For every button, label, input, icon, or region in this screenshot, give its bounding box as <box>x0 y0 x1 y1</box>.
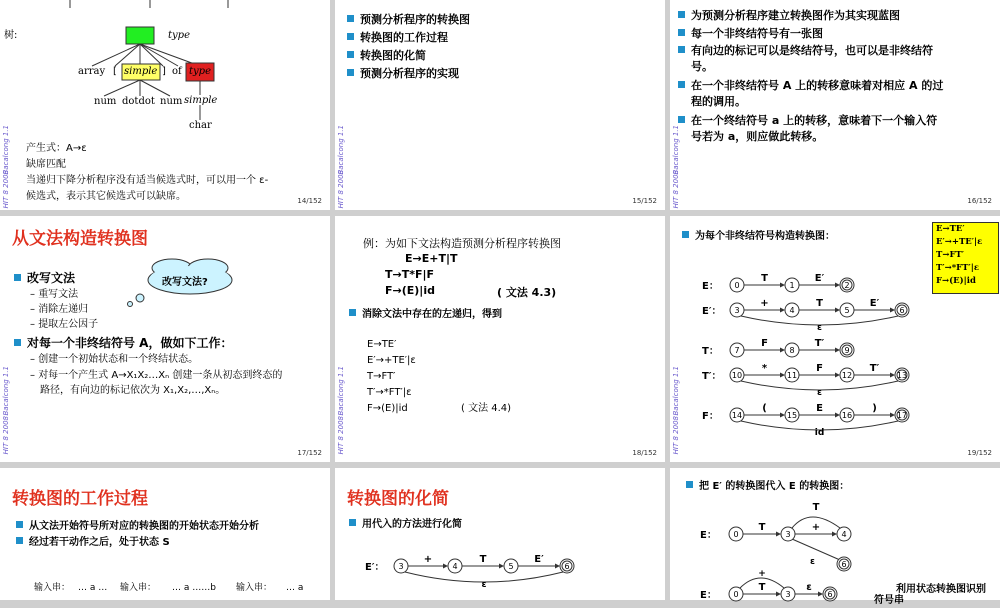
slide-title: 转换图的工作过程 <box>12 489 148 509</box>
state-label: 8 <box>789 346 795 355</box>
page-number: 15/152 <box>632 197 657 205</box>
edge-label: T′ <box>814 338 825 349</box>
sub-item-continuation: 路径，有向边的标记依次为 X₁,X₂,…,Xₙ。 <box>40 385 226 396</box>
bullet-item: 为预测分析程序建立转换图作为其实现蓝图 <box>678 8 900 24</box>
page-number: 19/152 <box>967 449 992 457</box>
input-string: … a … <box>78 583 108 593</box>
edge-label: id <box>814 428 825 438</box>
edge-label: ε <box>806 582 812 593</box>
grammar-line: E′→+TE′|ε <box>367 355 416 366</box>
nonterminal-label: T′： <box>702 371 722 382</box>
state-label: 10 <box>731 371 743 380</box>
edge-label: + <box>423 554 433 565</box>
arrow-head <box>776 592 781 597</box>
arrow-head <box>780 373 785 378</box>
bullet-continuation: 号。 <box>691 60 713 73</box>
edge-label: E′ <box>814 273 825 284</box>
transition-edge <box>792 539 840 560</box>
nonterminal-label: F： <box>702 411 719 422</box>
arrow-head <box>780 308 785 313</box>
bullet-item: 每一个非终结符号有一张图 <box>678 26 823 42</box>
arrow-head <box>780 348 785 353</box>
sub-item: – 重写文法 <box>30 289 79 300</box>
arrow-head <box>835 348 840 353</box>
example-intro: 例：为如下文法构造预测分析程序转换图 <box>363 237 561 250</box>
node-simple: simple <box>124 66 158 77</box>
green-node <box>126 27 154 44</box>
state-label: 3 <box>785 530 791 539</box>
edge-label: T <box>758 582 766 593</box>
type-word: type <box>168 30 190 41</box>
page-number: 18/152 <box>632 449 657 457</box>
page-number: 17/152 <box>297 449 322 457</box>
edge-label: * <box>761 363 768 374</box>
arrow-head <box>832 532 837 537</box>
slide-15[interactable] <box>335 0 665 210</box>
slide-20[interactable] <box>0 468 330 600</box>
nonterminal-label: E′： <box>702 306 722 317</box>
sub-item: – 对每一个产生式 A→X₁X₂…Xₙ 创建一条从初态到终态的 <box>30 370 283 381</box>
bullet-item: 在一个非终结符号 A 上的转移意味着对相应 A 的过 <box>678 78 943 94</box>
slide-16[interactable] <box>670 0 1000 210</box>
bullet-item: 为每个非终结符号构造转换图： <box>682 230 835 245</box>
state-label: 5 <box>508 562 514 571</box>
state-label: 4 <box>789 306 795 315</box>
arrow-head <box>555 564 560 569</box>
edge-label: T <box>761 273 768 284</box>
slide-title: 转换图的化简 <box>347 489 449 509</box>
state-label: 4 <box>841 530 847 539</box>
edge-label: T <box>816 298 823 309</box>
node-type: type <box>189 66 211 77</box>
arrow-head <box>499 564 504 569</box>
state-label: 7 <box>734 346 740 355</box>
state-label: 5 <box>844 306 850 315</box>
arrow-head <box>776 532 781 537</box>
state-label: 0 <box>733 530 739 539</box>
node-rbracket: ] <box>162 66 166 77</box>
arrow-head <box>890 413 895 418</box>
state-label: 16 <box>841 411 853 420</box>
nonterminal-label: E： <box>700 530 717 541</box>
bullet-item: 经过若干动作之后，处于状态 S <box>16 536 170 551</box>
sub-item: – 消除左递归 <box>30 304 89 315</box>
note-text: 符号串 <box>874 595 904 606</box>
grammar-line: F→(E)|id <box>367 403 408 414</box>
state-label: 12 <box>841 371 853 380</box>
grammar-line: T→FT′ <box>367 371 396 382</box>
bullet-item: 改写文法 <box>14 270 75 287</box>
cloud-text: 改写文法? <box>162 277 208 288</box>
bullet-item: 消除文法中存在的左递归，得到 <box>349 308 502 323</box>
slide-14[interactable] <box>0 0 330 210</box>
grammar-box: E→TE′ E′→+TE′|ε T→FT′ T′→*FT′|ε F→(E)|id <box>932 222 999 294</box>
bullet-item: 把 E′ 的转换图代入 E 的转换图： <box>686 480 849 495</box>
bullet-item: 从文法开始符号所对应的转换图的开始状态开始分析 <box>16 520 259 535</box>
slide-17[interactable] <box>0 216 330 462</box>
state-label: 13 <box>896 371 908 380</box>
slide-21[interactable] <box>335 468 665 600</box>
node-char: char <box>189 120 212 131</box>
state-label: 9 <box>844 346 850 355</box>
grammar-line: E→E+T|T <box>405 252 458 265</box>
bullet-continuation: 号若为 a，则应做此转移。 <box>691 130 824 143</box>
text-line: 候选式，表示其它候选式可以缺席。 <box>26 191 186 202</box>
grammar-line: T′→*FT′|ε <box>367 387 412 398</box>
tree-label: 树: <box>4 30 18 41</box>
transition-diagrams <box>670 216 1000 462</box>
node-dotdot: dotdot <box>122 96 155 107</box>
edge-label: ( <box>762 403 767 414</box>
transition-diagram <box>670 468 1000 600</box>
text-line: 当递归下降分析程序没有适当候选式时，可以用一个 ε- <box>26 175 269 186</box>
node-array: array <box>78 66 106 77</box>
state-label: 17 <box>896 411 908 420</box>
state-label: 6 <box>899 306 905 315</box>
bullet-item: 有向边的标记可以是终结符号，也可以是非终结符 <box>678 43 933 59</box>
grammar-line: F→(E)|id <box>385 284 435 297</box>
edge-label: ) <box>872 403 877 414</box>
sub-item: – 提取左公因子 <box>30 319 99 330</box>
state-label: 11 <box>786 371 798 380</box>
state-label: 4 <box>452 562 458 571</box>
state-label: 0 <box>734 281 740 290</box>
node-num: num <box>94 96 117 107</box>
state-label: 6 <box>564 562 570 571</box>
edge-label: E′ <box>534 554 544 565</box>
note-text: 利用状态转换图识别 <box>896 584 986 595</box>
state-label: 2 <box>844 281 850 290</box>
edge-label: F <box>761 338 768 349</box>
edge-label: E′ <box>869 298 880 309</box>
grammar-tag: ( 文法 4.4) <box>461 403 512 414</box>
nonterminal-label: E： <box>702 281 719 292</box>
state-label: 1 <box>789 281 795 290</box>
node-num2: num <box>160 96 183 107</box>
arrow-head <box>835 413 840 418</box>
edge-label: T <box>812 502 820 513</box>
arrow-head <box>835 308 840 313</box>
arrow-head <box>890 373 895 378</box>
input-string: … a <box>286 583 304 593</box>
input-label: 输入串： <box>34 583 71 593</box>
state-label: 6 <box>841 560 847 569</box>
arrow-head <box>835 373 840 378</box>
slide-decoration: Bacalcong 1.1 HIT 8 2008 <box>0 0 14 210</box>
state-label: 0 <box>733 590 739 599</box>
sub-item: – 创建一个初始状态和一个终结状态。 <box>30 354 199 365</box>
state-label: 3 <box>785 590 791 599</box>
edge-label: E <box>816 403 823 414</box>
text-line: 缺席匹配 <box>26 159 66 170</box>
edge-label: + <box>760 298 769 309</box>
production-line: 产生式：A→ε <box>26 143 87 154</box>
edge-label: ε <box>810 557 816 567</box>
edge-label: T <box>758 522 766 533</box>
slide-decoration: Bacalcong 1.1 HIT 8 2008 <box>670 216 684 462</box>
grammar-tag: ( 文法 4.3) <box>497 286 557 299</box>
edge-label: + <box>811 522 821 533</box>
bullet-item: 在一个终结符号 a 上的转移，意味着下一个输入符 <box>678 113 937 129</box>
page-number: 14/152 <box>297 197 322 205</box>
transition-diagram <box>335 468 665 600</box>
slide-title: 从文法构造转换图 <box>12 229 148 249</box>
state-label: 3 <box>398 562 404 571</box>
slide-18[interactable] <box>335 216 665 462</box>
edge-label: ε <box>481 580 487 590</box>
arrow-head <box>890 308 895 313</box>
bullet-item: 预测分析程序的转换图 <box>347 12 470 28</box>
nonterminal-label: E： <box>700 590 717 601</box>
bullet-item: 用代入的方法进行化简 <box>349 518 462 533</box>
state-label: 14 <box>731 411 743 420</box>
edge-label: T <box>479 554 487 565</box>
edge-label: T′ <box>869 363 880 374</box>
node-simple2: simple <box>184 95 218 106</box>
edge-label: F <box>816 363 823 374</box>
edge-label: ε <box>816 323 823 333</box>
arrow-head <box>443 564 448 569</box>
bullet-item: 转换图的化简 <box>347 48 426 64</box>
bullet-item: 预测分析程序的实现 <box>347 66 459 82</box>
bullet-item: 对每一个非终结符号 A，做如下工作： <box>14 335 232 352</box>
edge-label: + <box>758 569 766 579</box>
grammar-line: E→TE′ <box>367 339 397 350</box>
slide-decoration: Bacalcong 1.1 HIT 8 2008 <box>0 216 14 462</box>
state-label: 3 <box>734 306 740 315</box>
state-label: 15 <box>786 411 798 420</box>
node-of: of <box>172 66 182 77</box>
grammar-line: T→T*F|F <box>385 268 435 281</box>
state-label: 6 <box>827 590 833 599</box>
slide-decoration: Bacalcong 1.1 HIT 8 2008 <box>335 216 349 462</box>
arrow-head <box>818 592 823 597</box>
slide-19[interactable] <box>670 216 1000 462</box>
slide-decoration: Bacalcong 1.1 HIT 8 2008 <box>335 0 349 210</box>
bullet-continuation: 程的调用。 <box>691 95 746 108</box>
nonterminal-label: E′： <box>365 562 385 573</box>
node-lbracket: [ <box>113 66 117 77</box>
bullet-item: 转换图的工作过程 <box>347 30 448 46</box>
nonterminal-label: T： <box>702 346 719 357</box>
arrow-head <box>780 413 785 418</box>
edge-label: ε <box>816 388 823 398</box>
input-label: 输入串： <box>120 583 157 593</box>
slide-decoration: Bacalcong 1.1 HIT 8 2008 <box>670 0 684 210</box>
slide-22[interactable] <box>670 468 1000 606</box>
arrow-head <box>835 283 840 288</box>
input-string: … a ……b <box>172 583 216 593</box>
input-label: 输入串： <box>236 583 273 593</box>
page-number: 16/152 <box>967 197 992 205</box>
arrow-head <box>780 283 785 288</box>
